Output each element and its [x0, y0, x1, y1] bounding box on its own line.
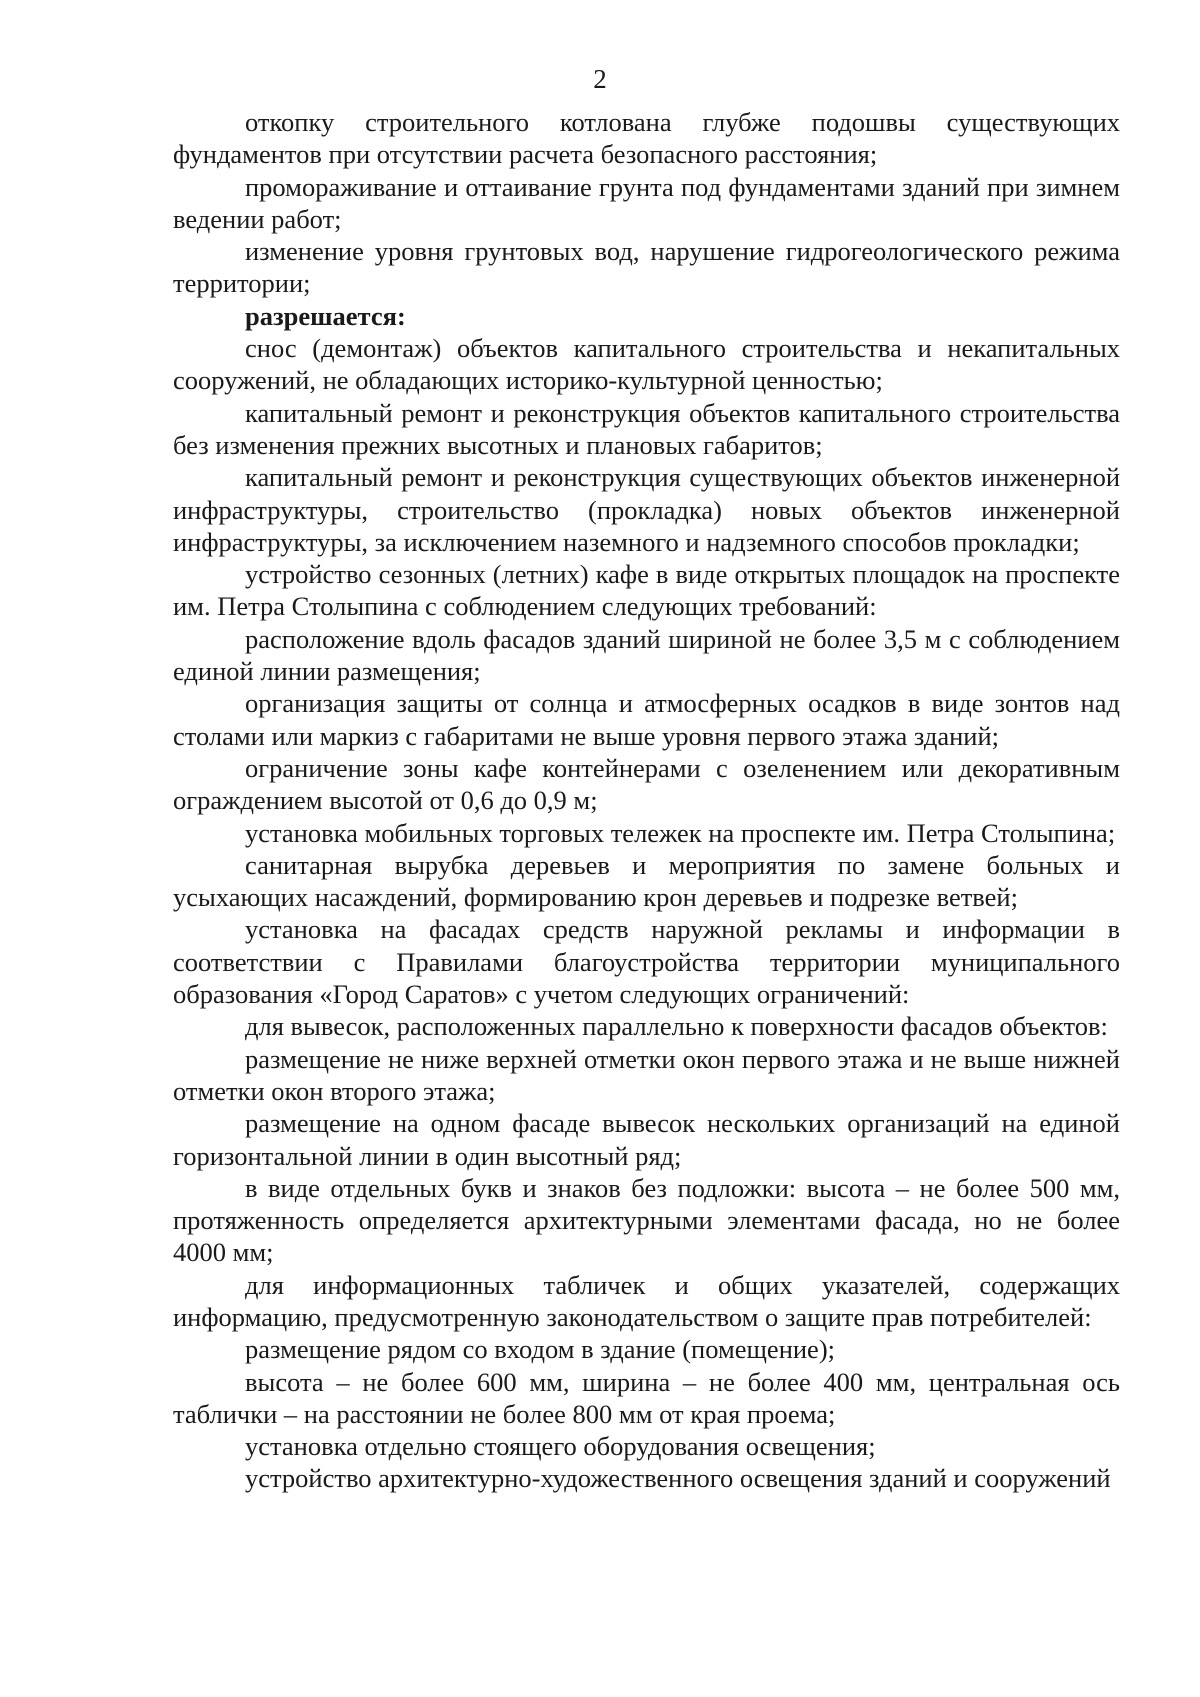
paragraph: установка мобильных торговых тележек на проспекте им. Петра Столыпина; — [245, 817, 1116, 848]
paragraph: размещение рядом со входом в здание (помещение); — [245, 1334, 836, 1365]
paragraph: капитальный ремонт и реконструкция объектов капитального строительства без изменения прежних высотных и плановых габаритов; — [173, 397, 1120, 460]
page-number: 2 — [593, 64, 607, 94]
paragraph: для вывесок, расположенных параллельно к поверхности фасадов объектов: — [245, 1011, 1108, 1042]
paragraph: изменение уровня грунтовых вод, нарушение гидрогеологического режима территории; — [173, 236, 1120, 299]
paragraph: для информационных табличек и общих указателей, содержащих информацию, предусмотренную законодательством о защите прав потребителей: — [173, 1269, 1120, 1332]
document-body — [173, 106, 1120, 1495]
section-label-allowed: разрешается: — [245, 300, 406, 331]
paragraph: высота – не более 600 мм, ширина – не более 400 мм, центральная ось таблички – на расстоянии не более 800 мм от края проема; — [173, 1366, 1120, 1429]
paragraph: санитарная вырубка деревьев и мероприятия по замене больных и усыхающих насаждений, формированию крон деревьев и подрезке ветвей; — [173, 849, 1120, 913]
paragraph: установка на фасадах средств наружной рекламы и информации в соответствии с Правилами благоустройства территории муниципального образования «Город Саратов» с учетом следующих ограничений: — [173, 914, 1120, 1010]
paragraph: устройство архитектурно-художественного освещения зданий и сооружений — [245, 1463, 1111, 1494]
paragraph: ограничение зоны кафе контейнерами с озеленением или декоративным ограждением высотой от 0,6 до 0,9 м; — [173, 752, 1120, 816]
paragraph: промораживание и оттаивание грунта под фундаментами зданий при зимнем ведении работ; — [173, 171, 1120, 234]
paragraph: в виде отдельных букв и знаков без подложки: высота – не более 500 мм, протяженность определяется архитектурными элементами фасада, но не более 4000 мм; — [173, 1172, 1120, 1268]
paragraph: размещение на одном фасаде вывесок нескольких организаций на единой горизонтальной линии в один высотный ряд; — [173, 1108, 1120, 1171]
paragraph: организация защиты от солнца и атмосферных осадков в виде зонтов над столами или маркиз с габаритами не выше уровня первого этажа зданий; — [173, 688, 1120, 751]
paragraph: откопку строительного котлована глубже подошвы существующих фундаментов при отсутствии расчета безопасного расстояния; — [173, 107, 1120, 170]
paragraph: расположение вдоль фасадов зданий шириной не более 3,5 м с соблюдением единой линии размещения; — [173, 623, 1120, 687]
paragraph: размещение не ниже верхней отметки окон первого этажа и не выше нижней отметки окон второго этажа; — [173, 1043, 1120, 1106]
paragraph: устройство сезонных (летних) кафе в виде открытых площадок на проспекте им. Петра Столыпина с соблюдением следующих требований: — [173, 559, 1120, 622]
paragraph: установка отдельно стоящего оборудования освещения; — [245, 1431, 876, 1462]
paragraph: снос (демонтаж) объектов капитального строительства и некапитальных сооружений, не обладающих историко-культурной ценностью; — [173, 333, 1120, 396]
paragraph: капитальный ремонт и реконструкция существующих объектов инженерной инфраструктуры, строительство (прокладка) новых объектов инженерной инфраструктуры, за исключением наземного и надземного способов прокладки; — [173, 462, 1120, 557]
